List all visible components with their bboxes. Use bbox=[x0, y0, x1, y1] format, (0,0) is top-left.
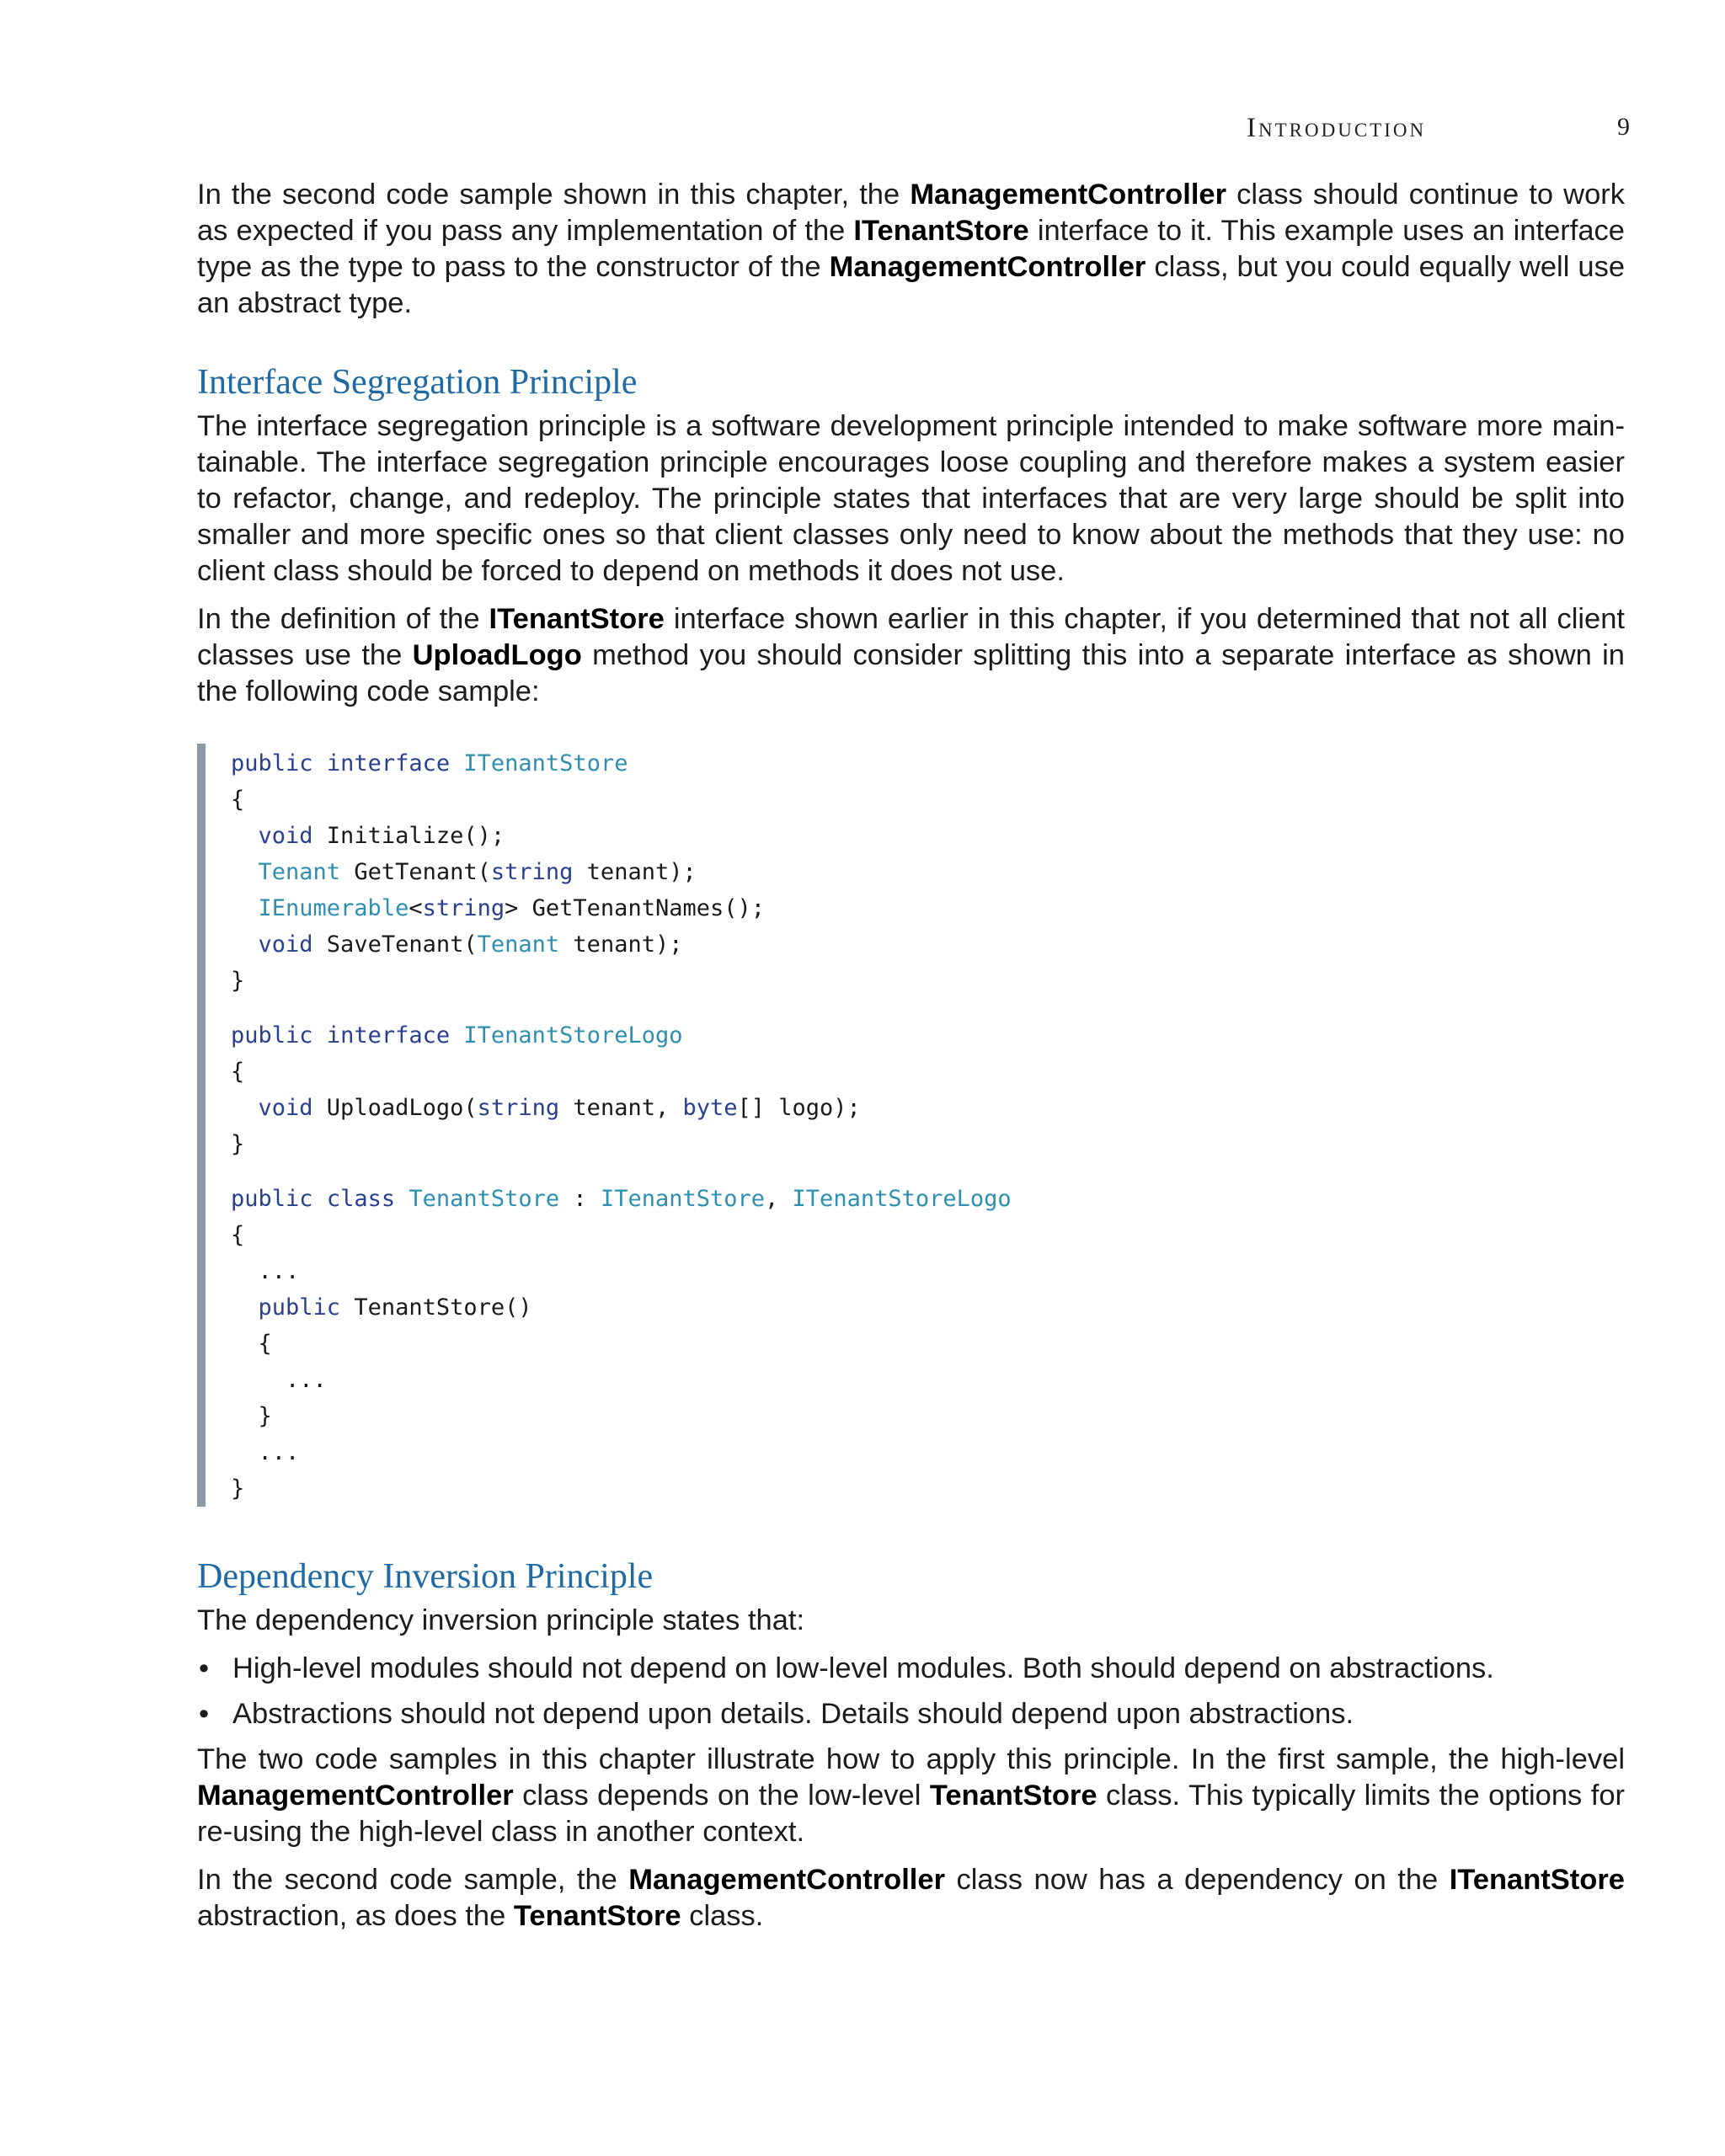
code-type-name: IEnumerable bbox=[258, 895, 409, 921]
code-text bbox=[231, 859, 259, 885]
code-text bbox=[231, 823, 259, 849]
code-text: { bbox=[231, 1331, 272, 1357]
code-interface-itenantstorelogo bbox=[231, 1017, 1625, 1162]
interface-name-term: ITenantStore bbox=[853, 215, 1029, 247]
code-line bbox=[231, 782, 1625, 818]
method-name-term: UploadLogo bbox=[412, 639, 582, 671]
code-text bbox=[450, 1022, 463, 1049]
code-text: , bbox=[765, 1186, 793, 1212]
running-head bbox=[1247, 113, 1630, 147]
code-keyword: public bbox=[231, 1186, 313, 1212]
code-keyword: void bbox=[258, 823, 313, 849]
list-item bbox=[197, 1696, 1625, 1732]
code-line bbox=[231, 1326, 1625, 1362]
code-keyword: void bbox=[258, 1095, 313, 1121]
dip-bullet-list bbox=[197, 1651, 1625, 1732]
code-type-name: ITenantStoreLogo bbox=[792, 1186, 1012, 1212]
interface-name-term: ITenantStore bbox=[489, 603, 665, 635]
text-run: method you should consider splitting this into a separate interface as shown in the following code sample: bbox=[197, 639, 1625, 707]
text-run: interface to it. This example uses an interface type as the type to pass to the constructor of the bbox=[197, 215, 1625, 283]
code-class-tenantstore bbox=[231, 1181, 1625, 1507]
code-text: : bbox=[559, 1186, 601, 1212]
code-line bbox=[231, 854, 1625, 890]
class-name-term: ManagementController bbox=[910, 179, 1227, 211]
class-name-term: ManagementController bbox=[829, 251, 1146, 283]
code-text: tenant, bbox=[559, 1095, 683, 1121]
code-text: } bbox=[231, 968, 245, 994]
code-text: ... bbox=[231, 1367, 327, 1393]
code-text: > GetTenantNames(); bbox=[505, 895, 765, 921]
code-text bbox=[231, 1095, 259, 1121]
isp-paragraph-2 bbox=[197, 601, 1625, 710]
page-content bbox=[197, 177, 1625, 1935]
code-text bbox=[313, 1186, 327, 1212]
bullet-icon: • bbox=[199, 1652, 210, 1684]
code-text bbox=[231, 1294, 259, 1321]
code-keyword: void bbox=[258, 931, 313, 958]
text-run: class should continue to work as expected if you pass any implementation of the bbox=[197, 179, 1626, 247]
section-heading-isp: Interface Segregation Principle bbox=[197, 363, 638, 402]
dip-intro: The dependency inversion principle states that: bbox=[197, 1604, 805, 1636]
page-number: 9 bbox=[1617, 113, 1630, 141]
code-text: } bbox=[231, 1476, 245, 1502]
code-line bbox=[231, 1090, 1625, 1126]
code-line bbox=[231, 1253, 1625, 1289]
code-type-name: TenantStore bbox=[409, 1186, 560, 1212]
list-item-text: Abstractions should not depend upon details. Details should depend upon abstractions. bbox=[232, 1698, 1354, 1730]
code-type-name: Tenant bbox=[477, 931, 560, 958]
code-keyword: string bbox=[490, 859, 574, 885]
code-text: tenant); bbox=[573, 859, 697, 885]
text-run: In the second code sample, the bbox=[197, 1864, 629, 1896]
code-line bbox=[231, 745, 1625, 782]
class-name-term: TenantStore bbox=[513, 1900, 681, 1932]
section-heading-dip: Dependency Inversion Principle bbox=[197, 1557, 654, 1596]
code-line bbox=[231, 818, 1625, 854]
dip-paragraph-2 bbox=[197, 1862, 1625, 1935]
code-line bbox=[231, 1362, 1625, 1398]
code-text: } bbox=[231, 1131, 245, 1157]
interface-name-term: ITenantStore bbox=[1449, 1864, 1625, 1896]
code-line bbox=[231, 1470, 1625, 1507]
intro-paragraph bbox=[197, 177, 1625, 322]
text-run: The two code samples in this chapter illustrate how to apply this principle. In the first sample, the high-level bbox=[197, 1743, 1625, 1775]
code-line bbox=[231, 1434, 1625, 1470]
code-text bbox=[231, 895, 259, 921]
code-keyword: string bbox=[477, 1095, 560, 1121]
bullet-icon: • bbox=[199, 1698, 210, 1730]
code-text bbox=[231, 931, 259, 958]
class-name-term: ManagementController bbox=[197, 1780, 514, 1812]
running-head-title: Introduction bbox=[1247, 113, 1427, 143]
text-run: interface shown earlier in this chapter, if you determined that not all client classes use the bbox=[197, 603, 1625, 671]
code-text: UploadLogo( bbox=[312, 1095, 478, 1121]
code-text: ... bbox=[231, 1258, 300, 1284]
code-keyword: public bbox=[258, 1294, 341, 1321]
code-keyword: class bbox=[326, 1186, 396, 1212]
code-text: SaveTenant( bbox=[312, 931, 478, 958]
text-run: In the second code sample shown in this chapter, the bbox=[197, 179, 911, 211]
code-line bbox=[231, 1181, 1625, 1217]
code-line bbox=[231, 1017, 1625, 1054]
code-keyword: public bbox=[231, 1022, 313, 1049]
code-line bbox=[231, 963, 1625, 999]
text-run: class. This typically limits the options for re-using the high-level class in another context. bbox=[197, 1780, 1625, 1848]
code-type-name: ITenantStoreLogo bbox=[463, 1022, 683, 1049]
text-run: abstraction, as does the bbox=[197, 1900, 514, 1932]
code-text: { bbox=[231, 1059, 245, 1085]
code-line bbox=[231, 1217, 1625, 1253]
text-run: class now has a dependency on the bbox=[945, 1864, 1450, 1896]
text-run: class depends on the low-level bbox=[513, 1780, 930, 1812]
code-text: [] logo); bbox=[737, 1095, 861, 1121]
code-keyword: interface bbox=[326, 750, 451, 776]
code-type-name: Tenant bbox=[258, 859, 341, 885]
code-sample bbox=[197, 744, 1625, 1507]
code-line bbox=[231, 1289, 1625, 1326]
code-text: { bbox=[231, 1222, 245, 1248]
code-text: < bbox=[409, 895, 423, 921]
code-text: ... bbox=[231, 1439, 300, 1465]
code-keyword: byte bbox=[682, 1095, 738, 1121]
code-interface-itenantstore bbox=[231, 745, 1625, 999]
text-run: class, but you could equally well use an abstract type. bbox=[197, 251, 1626, 319]
dip-paragraph bbox=[197, 1742, 1625, 1850]
code-keyword: string bbox=[422, 895, 505, 921]
code-line bbox=[231, 1398, 1625, 1434]
code-text: tenant); bbox=[559, 931, 683, 958]
code-type-name: ITenantStore bbox=[463, 750, 628, 776]
isp-paragraph: The interface segregation principle is a software development principle intended to make software more maintainable. The interface segregation principle encourages loose coupling and therefore makes a system easier to refactor, change, and redeploy. The principle states that interfaces that are very large should be split into smaller and more specific ones so that client classes only need to know about the methods that they use: no client class should be forced to depend on methods it does not use. bbox=[197, 410, 1625, 587]
code-line bbox=[231, 926, 1625, 963]
code-text bbox=[395, 1186, 409, 1212]
list-item bbox=[197, 1651, 1625, 1687]
code-type-name: ITenantStore bbox=[600, 1186, 766, 1212]
text-run: In the definition of the bbox=[197, 603, 489, 635]
code-text bbox=[450, 750, 463, 776]
code-text: Initialize(); bbox=[312, 823, 505, 849]
code-text: GetTenant( bbox=[340, 859, 491, 885]
code-text: TenantStore() bbox=[340, 1294, 532, 1321]
class-name-term: ManagementController bbox=[628, 1864, 945, 1896]
code-text bbox=[313, 750, 327, 776]
text-run: class. bbox=[681, 1900, 764, 1932]
code-keyword: interface bbox=[326, 1022, 451, 1049]
code-keyword: public bbox=[231, 750, 313, 776]
code-line bbox=[231, 890, 1625, 926]
code-line bbox=[231, 1054, 1625, 1090]
code-line bbox=[231, 1126, 1625, 1162]
class-name-term: TenantStore bbox=[929, 1780, 1097, 1812]
code-text: { bbox=[231, 787, 245, 813]
code-text: } bbox=[231, 1403, 272, 1429]
list-item-text: High-level modules should not depend on low-level modules. Both should depend on abstractions. bbox=[232, 1652, 1494, 1684]
code-text bbox=[313, 1022, 327, 1049]
